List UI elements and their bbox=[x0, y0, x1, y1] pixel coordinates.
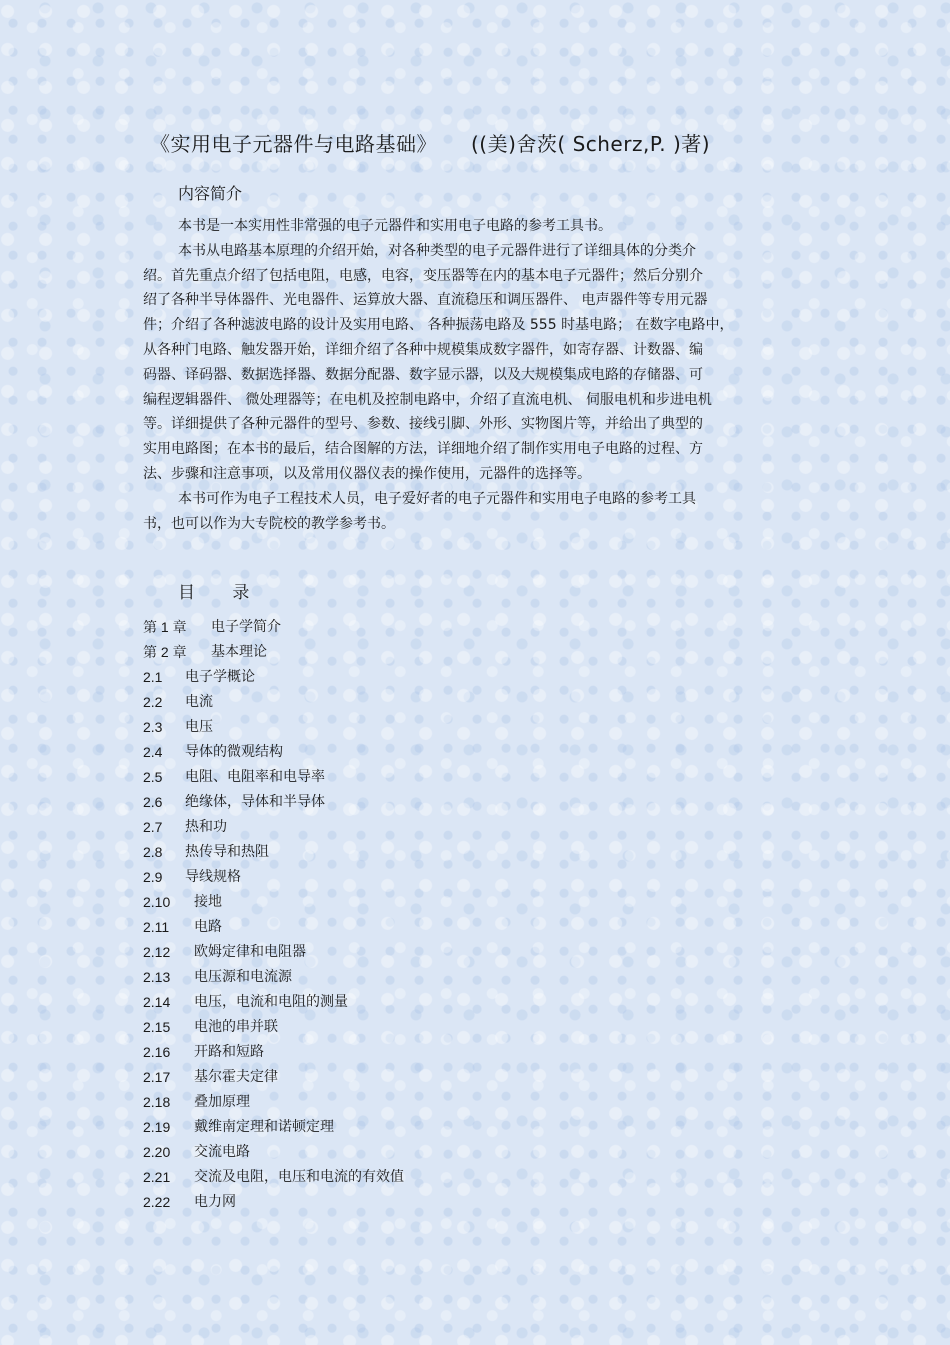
toc-entry bbox=[143, 1065, 643, 1090]
toc-entry-title: 开路和短路 bbox=[194, 1044, 264, 1060]
intro-line: 本书是一本实用性非常强的电子元器件和实用电子电路的参考工具书。 bbox=[178, 218, 612, 234]
toc-entry-number: 2.11 bbox=[143, 919, 170, 935]
toc-entry-title: 交流电路 bbox=[194, 1144, 250, 1160]
intro-heading: 内容简介 bbox=[178, 184, 243, 203]
toc-entry-number: 2.6 bbox=[143, 794, 163, 810]
intro-line: 实用电路图；在本书的最后，结合图解的方法，详细地介绍了制作实用电子电路的过程、方 bbox=[143, 441, 703, 458]
toc-entry-title: 导线规格 bbox=[185, 869, 241, 885]
intro-line: 本书可作为电子工程技术人员，电子爱好者的电子元器件和实用电子电路的参考工具 bbox=[178, 490, 696, 507]
book-title-line bbox=[150, 128, 810, 157]
toc-entry-number: 2.16 bbox=[143, 1044, 171, 1060]
intro-line: 法、步骤和注意事项，以及常用仪器仪表的操作使用，元器件的选择等。 bbox=[143, 465, 591, 482]
toc-entry bbox=[143, 1015, 643, 1040]
toc-entry-title: 导体的微观结构 bbox=[185, 744, 283, 760]
toc-entry-title: 电压源和电流源 bbox=[194, 969, 292, 985]
toc-entry-number: 2.15 bbox=[143, 1019, 171, 1035]
toc-entry-number: 2.9 bbox=[143, 869, 163, 885]
toc-entry bbox=[143, 1165, 643, 1190]
toc-entry-number: 2.12 bbox=[143, 944, 171, 960]
toc-entry-number: 2.22 bbox=[143, 1194, 171, 1210]
toc-entry-title: 欧姆定律和电阻器 bbox=[194, 944, 306, 960]
toc-entry bbox=[143, 865, 643, 890]
toc-entry-number: 第 2 章 bbox=[143, 644, 187, 660]
intro-line: 绍了各种半导体器件、光电器件、运算放大器、直流稳压和调压器件、 电声器件等专用元器 bbox=[143, 292, 708, 309]
toc-entry-title: 电阻、电阻率和电导率 bbox=[185, 769, 325, 785]
toc-entry-title: 绝缘体，导体和半导体 bbox=[185, 794, 325, 810]
toc-entry bbox=[143, 715, 643, 740]
intro-line: 本书从电路基本原理的介绍开始，对各种类型的电子元器件进行了详细具体的分类介 bbox=[178, 242, 696, 259]
toc-entry bbox=[143, 615, 643, 640]
toc-entry bbox=[143, 790, 643, 815]
intro-line: 从各种门电路、触发器开始，详细介绍了各种中规模集成数字器件，如寄存器、计数器、编 bbox=[143, 341, 703, 358]
toc-entry-title: 叠加原理 bbox=[194, 1094, 250, 1110]
intro-line: 码器、译码器、数据选择器、数据分配器、数字显示器，以及大规模集成电路的存储器、可 bbox=[143, 366, 703, 383]
toc-entry-title: 电子学简介 bbox=[211, 619, 281, 635]
toc-entry-number: 2.13 bbox=[143, 969, 171, 985]
toc-entry-number: 2.7 bbox=[143, 819, 163, 835]
book-title: 《实用电子元器件与电路基础》 bbox=[150, 132, 437, 156]
toc-entry bbox=[143, 915, 643, 940]
toc-entry-title: 电流 bbox=[185, 694, 213, 710]
toc-entry bbox=[143, 640, 643, 665]
intro-line: 书，也可以作为大专院校的教学参考书。 bbox=[143, 515, 395, 532]
toc-entry-number: 2.10 bbox=[143, 894, 171, 910]
toc-entry bbox=[143, 1040, 643, 1065]
toc-entry bbox=[143, 890, 643, 915]
toc-entry-title: 电池的串并联 bbox=[194, 1019, 278, 1035]
toc-entry-title: 接地 bbox=[194, 894, 222, 910]
toc-entry-title: 电压 bbox=[185, 719, 213, 735]
toc-entry-number: 2.4 bbox=[143, 744, 163, 760]
intro-paragraphs bbox=[143, 214, 803, 536]
toc-entry-title: 戴维南定理和诺顿定理 bbox=[194, 1119, 334, 1135]
toc-entry-number: 2.21 bbox=[143, 1169, 171, 1185]
toc-entry-title: 基尔霍夫定律 bbox=[194, 1069, 278, 1085]
toc-entry bbox=[143, 940, 643, 965]
toc-entry bbox=[143, 740, 643, 765]
toc-heading: 目 录 bbox=[178, 583, 266, 603]
toc-entry bbox=[143, 765, 643, 790]
intro-line: 件；介绍了各种滤波电路的设计及实用电路、 各种振荡电路及 555 时基电路； 在数字电路中， bbox=[143, 317, 734, 334]
toc-entry bbox=[143, 1190, 643, 1215]
toc-entry bbox=[143, 1090, 643, 1115]
toc-entry-number: 2.18 bbox=[143, 1094, 171, 1110]
toc-entry-number: 2.14 bbox=[143, 994, 171, 1010]
toc-entry bbox=[143, 690, 643, 715]
toc-entry-title: 电力网 bbox=[194, 1194, 236, 1210]
toc-entry-number: 2.2 bbox=[143, 694, 163, 710]
toc-entry-title: 电压，电流和电阻的测量 bbox=[194, 994, 348, 1010]
toc-entry-number: 2.1 bbox=[143, 669, 163, 685]
toc-entry bbox=[143, 815, 643, 840]
toc-entry-title: 交流及电阻，电压和电流的有效值 bbox=[194, 1169, 404, 1185]
toc-entry-title: 电路 bbox=[194, 919, 222, 935]
intro-line: 编程逻辑器件、 微处理器等；在电机及控制电路中，介绍了直流电机、 伺服电机和步进电机 bbox=[143, 391, 712, 408]
toc-entry-title: 热和功 bbox=[185, 819, 227, 835]
toc-entry bbox=[143, 1140, 643, 1165]
toc-entry bbox=[143, 665, 643, 690]
toc-entry bbox=[143, 1115, 643, 1140]
toc-entry-number: 2.17 bbox=[143, 1069, 171, 1085]
toc-entry-number: 2.3 bbox=[143, 719, 163, 735]
toc-entry bbox=[143, 965, 643, 990]
toc-entry-title: 基本理论 bbox=[211, 644, 267, 660]
toc-entry-number: 2.5 bbox=[143, 769, 163, 785]
intro-line: 等。详细提供了各种元器件的型号、参数、接线引脚、外形、实物图片等，并给出了典型的 bbox=[143, 416, 703, 433]
toc-entry bbox=[143, 840, 643, 865]
toc-entry-title: 电子学概论 bbox=[185, 669, 255, 685]
toc-entry-number: 2.20 bbox=[143, 1144, 171, 1160]
toc-entry-number: 2.19 bbox=[143, 1119, 171, 1135]
table-of-contents bbox=[143, 615, 643, 1215]
intro-line: 绍。首先重点介绍了包括电阻，电感，电容，变压器等在内的基本电子元器件；然后分别介 bbox=[143, 267, 703, 284]
toc-entry-number: 2.8 bbox=[143, 844, 163, 860]
book-author: ((美)舍茨( Scherz,P. )著) bbox=[471, 132, 711, 156]
toc-entry-title: 热传导和热阻 bbox=[185, 844, 269, 860]
toc-entry bbox=[143, 990, 643, 1015]
toc-entry-number: 第 1 章 bbox=[143, 619, 187, 635]
